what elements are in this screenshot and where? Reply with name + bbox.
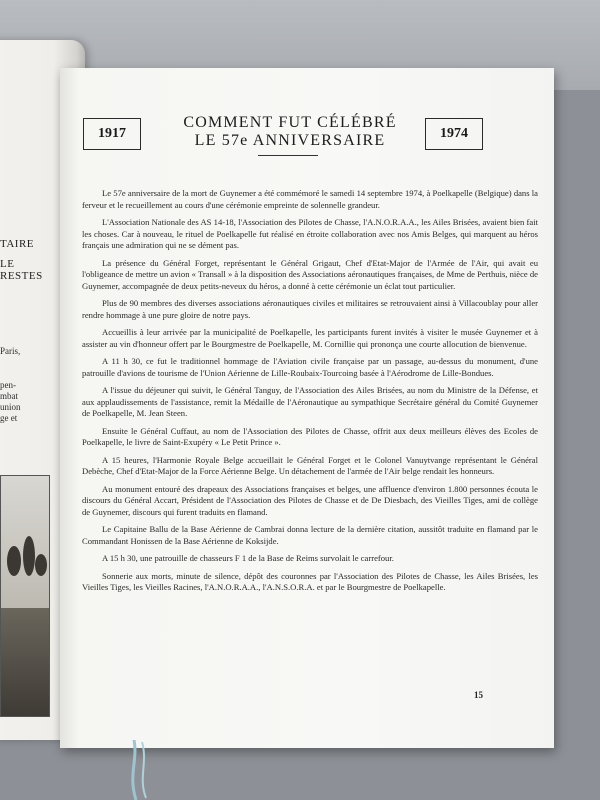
paragraph: A 15 h 30, une patrouille de chasseurs F 1 de la Base de Reims survolait le carrefour. [102,553,394,564]
left-page-fragment: Paris, [0,346,21,356]
article-body [82,188,538,600]
paragraph: Le 57e anniversaire de la mort de Guynemer a été commémoré le samedi 14 septembre 1974, à Poelkapelle (Belgique) dans la ferveur et le recueillement au cours d'une cérémonie empreinte de solennelle grandeur. [82,188,538,210]
page-title-line-2: LE 57e ANNIVERSAIRE [194,132,386,149]
paragraph: A 11 h 30, ce fut le traditionnel hommage de l'Aviation civile française par un passage, au-dessus du monument, d'une patrouille d'avions de tourisme de l'Union Aérienne de Lille-Roubaix-Tourcoing basée à l'Aérodrome de Lille-Bondues. [82,356,538,378]
paragraph: Plus de 90 membres des diverses associations aéronautiques civiles et militaires se retrouvaient ainsi à Villacoublay pour aller rendre hommage à une pure gloire de notre pays. [82,298,538,320]
left-page-fragment: ge et [0,413,18,423]
paragraph: Ensuite le Général Cuffaut, au nom de l'Association des Pilotes de Chasse, offrit aux deux meilleurs élèves des Ecoles de Poelkapelle, le livre de Saint-Exupéry « Le Petit Prince ». [82,425,538,448]
page-title-line-1: COMMENT FUT CÉLÉBRÉ [183,114,397,131]
left-page-fragment: LE [0,258,15,270]
left-page-fragment: pen- [0,380,16,390]
paragraph: A 15 heures, l'Harmonie Royale Belge accueillait le Général Forget et le Colonel Vanuytvange représentant le Général Debèche, Chef d'Etat-Major de la Force Aérienne Belge. Un détachement de l'armée de l'Air belge rendait les honneurs. [82,454,538,477]
title-divider [258,155,318,156]
right-page [60,68,554,748]
left-page-fragment: mbat [0,391,18,401]
left-page-photo [0,475,50,717]
paragraph: Au monument entouré des drapeaux des Associations françaises et belges, une affluence d'environ 1.800 personnes écouta le discours du Général Accart, Président de l'Association des Pilotes de Chasse et de De Diesbach, des Vieilles Tiges, ami de collège de Guynemer, discours qui furent traduits en flamand. [82,483,538,517]
paragraph: L'Association Nationale des AS 14-18, l'Association des Pilotes de Chasse, l'A.N.O.R.A.A., les Ailes Brisées, avaient bien fait les choses. Car à nouveau, le rituel de Poelkapelle fut réalisé en étroite collaboration avec nos Amis Belges, qui marquent au héros français une admiration qui ne se dément pas. [82,216,538,251]
year-start-box: 1917 [83,118,141,150]
left-page-fragment: TAIRE [0,238,35,250]
bookmark-ribbon [124,740,184,800]
paragraph: Le Capitaine Ballu de la Base Aérienne de Cambrai donna lecture de la dernière citation, aussitôt traduite en flamand par le Commandant Honissen de la Base Aérienne de Koksijde. [82,524,538,546]
left-page-fragment: union [0,402,21,412]
paragraph: La présence du Général Forget, représentant le Général Grigaut, Chef d'Etat-Major de l'Armée de l'Air, qui avait eu l'obligeance de mettre un avion « Transall » à la disposition des Associations aéronautiques françaises, de Mme de Perthuis, nièce de Guynemer, accompagnée de deux petits-neveux du héros, a donné à cette cérémonie un éclat tout particulier. [82,257,538,291]
year-end-box: 1974 [425,118,483,150]
left-page-fragment: RESTES [0,270,43,282]
paragraph: Sonnerie aux morts, minute de silence, dépôt des couronnes par l'Association des Pilotes de Chasse, les Ailes Brisées, les Vieilles Tiges, les Vieilles Racines, l'A.N.O.R.A.A., l'A.N.S.O.R.A. et par le Bourgmestre de Poelkapelle. [82,570,538,593]
paragraph: A l'issue du déjeuner qui suivit, le Général Tanguy, de l'Association des Ailes Brisées, au nom du Ministre de la Défense, et aux applaudissements de l'assistance, remit la Médaille de l'Aéronautique au sympathique Secrétaire général du Comité Guynemer de Poelkapelle, M. Jean Steen. [82,385,538,419]
paragraph: Accueillis à leur arrivée par la municipalité de Poelkapelle, les participants furent invités à visiter le musée Guynemer et à assister au vin d'honneur offert par le Bourgmestre de Poelkapelle, M. Cornillie qui prononça une courte allocution de bienvenue. [82,327,538,349]
page-number: 15 [474,690,483,700]
